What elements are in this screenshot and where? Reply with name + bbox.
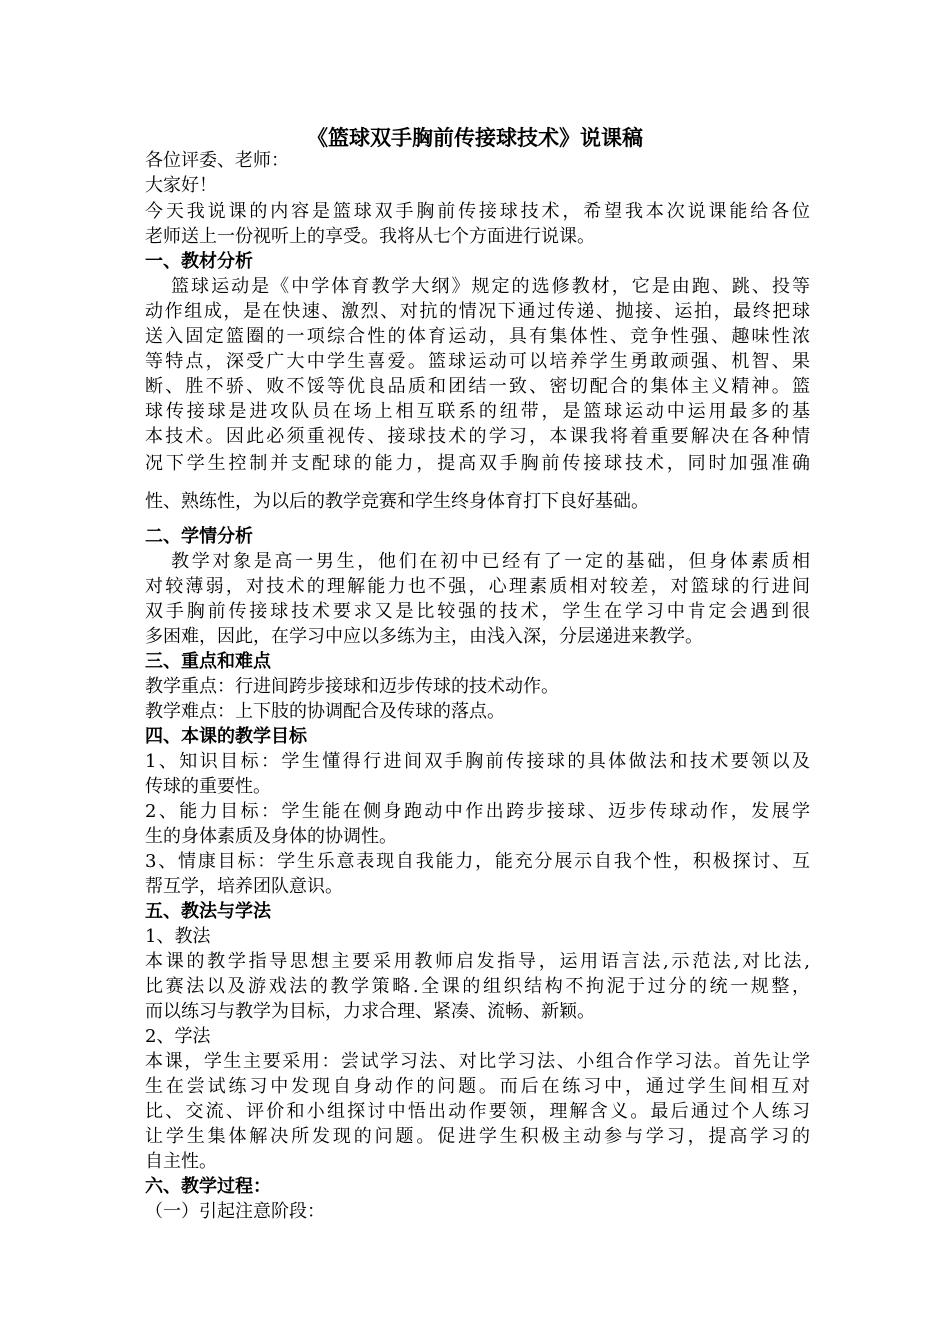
paragraph-line: 断、胜不骄、败不馁等优良品质和团结一致、密切配合的集体主义精神。篮 <box>145 376 810 397</box>
paragraph-line: 教学难点：上下肢的协调配合及传球的落点。 <box>145 701 505 722</box>
paragraph-line: 球传接球是进攻队员在场上相互联系的纽带，是篮球运动中运用最多的基 <box>145 401 810 422</box>
section-heading: 五、教法与学法 <box>145 901 271 922</box>
section-heading: 六、教学过程： <box>145 1176 271 1197</box>
paragraph-line: 生在尝试练习中发现自身动作的问题。而后在练习中，通过学生间相互对 <box>145 1076 810 1097</box>
section-heading: 四、本课的教学目标 <box>145 726 307 747</box>
paragraph-line: 自主性。 <box>145 1151 217 1172</box>
paragraph-line: 篮球运动是《中学体育教学大纲》规定的选修教材，它是由跑、跳、投等 <box>171 276 810 297</box>
document-title: 《篮球双手胸前传接球技术》说课稿 <box>307 126 643 150</box>
paragraph-line: 帮互学，培养团队意识。 <box>145 876 343 897</box>
paragraph-line: 3、情康目标：学生乐意表现自我能力，能充分展示自我个性，积极探讨、互 <box>145 851 810 872</box>
paragraph-line: 让学生集体解决所发现的问题。促进学生积极主动参与学习，提高学习的 <box>145 1126 810 1147</box>
paragraph-line: 等特点，深受广大中学生喜爱。篮球运动可以培养学生勇敢顽强、机智、果 <box>145 351 810 372</box>
paragraph-line: 本技术。因此必须重视传、接球技术的学习，本课我将着重要解决在各种情 <box>145 426 810 447</box>
greeting-hello: 大家好！ <box>145 175 217 196</box>
paragraph-line: 1、知识目标：学生懂得行进间双手胸前传接球的具体做法和技术要领以及 <box>145 751 810 772</box>
paragraph-line: 况下学生控制并支配球的能力，提高双手胸前传接球技术，同时加强准确 <box>145 453 810 474</box>
paragraph-line: 对较薄弱，对技术的理解能力也不强，心理素质相对较差，对篮球的行进间 <box>145 576 810 597</box>
section-heading: 一、教材分析 <box>145 251 253 272</box>
paragraph-line: 比、交流、评价和小组探讨中悟出动作要领，理解含义。最后通过个人练习 <box>145 1101 810 1122</box>
paragraph-line: 教学对象是高一男生，他们在初中已经有了一定的基础，但身体素质相 <box>171 551 810 572</box>
paragraph-line: 双手胸前传接球技术要求又是比较强的技术，学生在学习中肯定会遇到很 <box>145 601 810 622</box>
paragraph-line: 性、熟练性，为以后的教学竞赛和学生终身体育打下良好基础。 <box>145 491 649 512</box>
intro-line: 今天我说课的内容是篮球双手胸前传接球技术，希望我本次说课能给各位 <box>145 201 810 222</box>
subheading: （一）引起注意阶段： <box>145 1201 325 1222</box>
subheading: 2、学法 <box>145 1026 211 1047</box>
paragraph-line: 2、能力目标：学生能在侧身跑动中作出跨步接球、迈步传球动作，发展学 <box>145 801 810 822</box>
intro-line: 老师送上一份视听上的享受。我将从七个方面进行说课。 <box>145 226 595 247</box>
paragraph-line: 生的身体素质及身体的协调性。 <box>145 826 397 847</box>
paragraph-line: 教学重点：行进间跨步接球和迈步传球的技术动作。 <box>145 676 559 697</box>
greeting: 各位评委、老师： <box>145 150 289 171</box>
paragraph-line: 本课，学生主要采用：尝试学习法、对比学习法、小组合作学习法。首先让学 <box>145 1051 810 1072</box>
paragraph-line: 本课的教学指导思想主要采用教师启发指导，运用语言法,示范法,对比法, <box>145 951 810 972</box>
paragraph-line: 比赛法以及游戏法的教学策略.全课的组织结构不拘泥于过分的统一规整， <box>145 976 810 997</box>
section-heading: 二、学情分析 <box>145 526 253 547</box>
paragraph-line: 多困难，因此，在学习中应以多练为主，由浅入深，分层递进来教学。 <box>145 626 703 647</box>
section-heading: 三、重点和难点 <box>145 651 271 672</box>
paragraph-line: 而以练习与教学为目标，力求合理、紧凑、流畅、新颖。 <box>145 1001 595 1022</box>
paragraph-line: 传球的重要性。 <box>145 776 271 797</box>
paragraph-line: 送入固定篮圈的一项综合性的体育运动，具有集体性、竞争性强、趣味性浓 <box>145 326 810 347</box>
paragraph-line: 动作组成，是在快速、激烈、对抗的情况下通过传递、抛接、运拍，最终把球 <box>145 301 810 322</box>
subheading: 1、教法 <box>145 926 211 947</box>
